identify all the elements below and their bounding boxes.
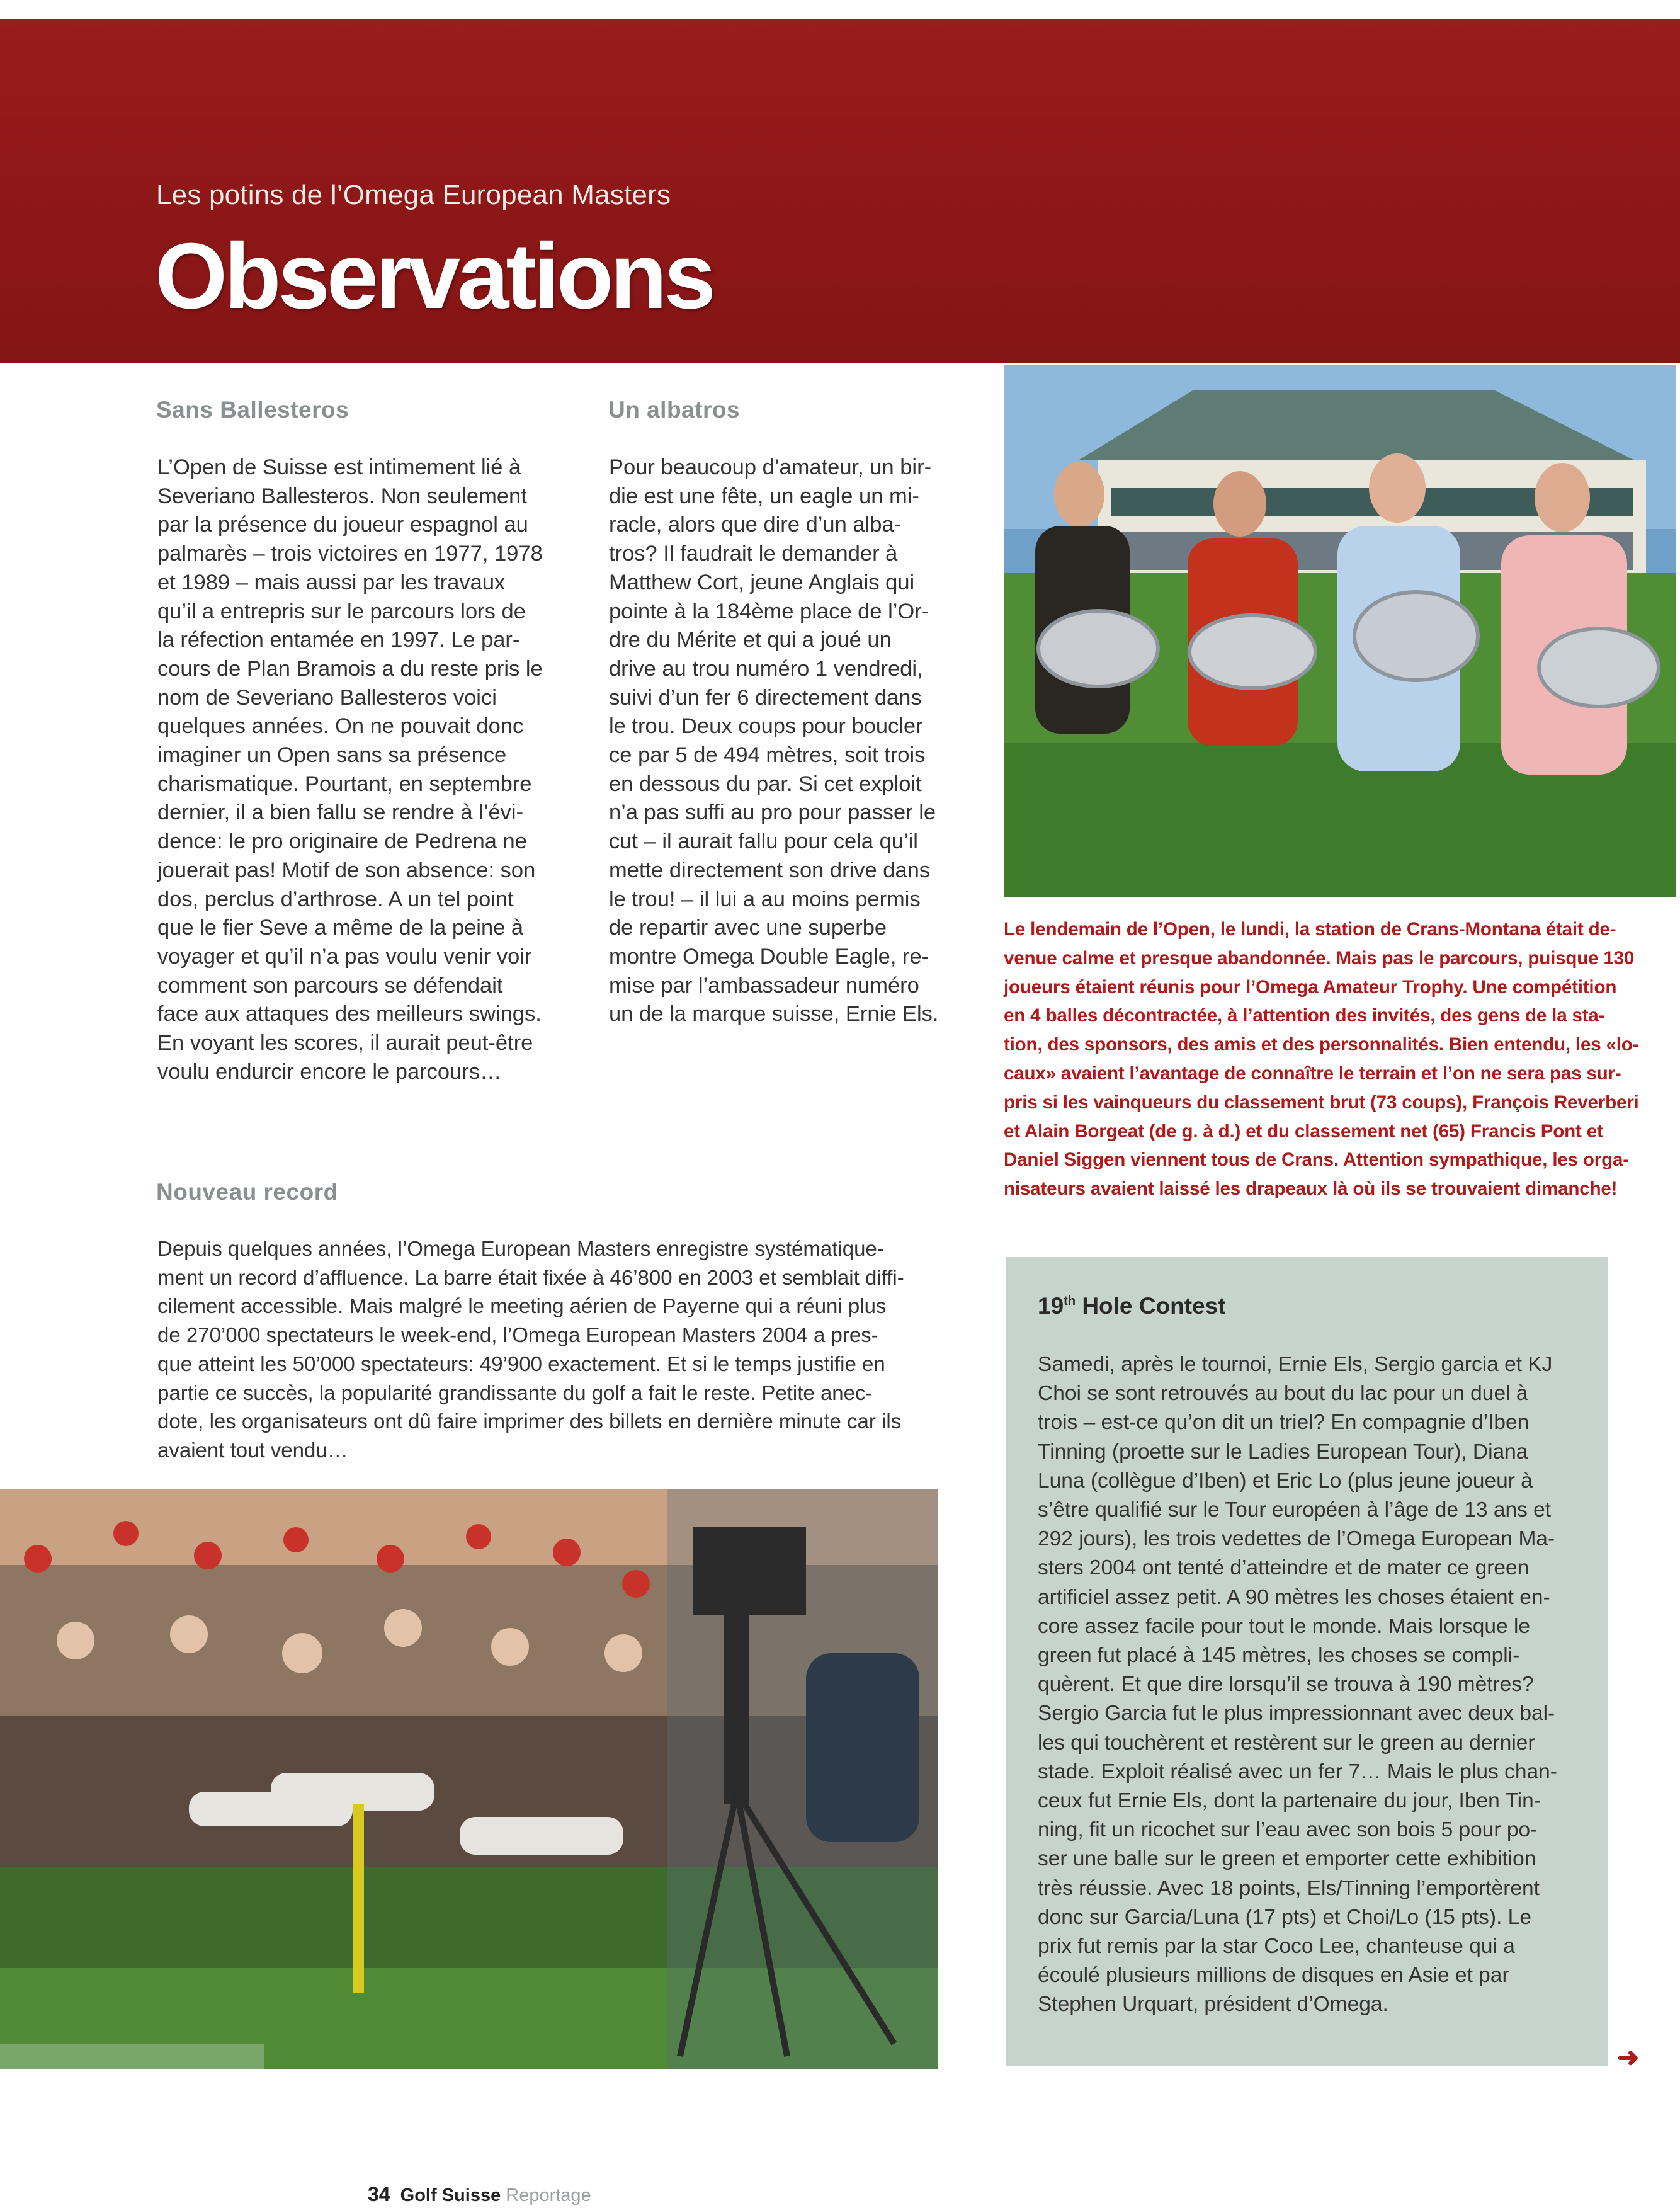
article-line: montre Omega Double Eagle, re- <box>609 944 929 969</box>
article-line: jouerait pas! Motif de son absence: son <box>157 858 536 882</box>
section-title-record: Nouveau record <box>156 1179 338 1205</box>
winners-photo-illustration <box>1004 365 1676 897</box>
hole-contest-body <box>1038 1350 1592 2020</box>
sidebar-line: s’être qualifié sur le Tour européen à l’âge de 13 ans et <box>1038 1498 1552 1522</box>
sidebar-line: core assez facile pour tout le monde. Mais lorsque le <box>1038 1614 1531 1638</box>
article-line: et 1989 – mais aussi par les travaux <box>157 570 506 595</box>
article-line: suivi d’un fer 6 directement dans <box>609 685 922 710</box>
article-line: avaient tout vendu… <box>157 1438 348 1462</box>
article-line: dote, les organisateurs ont dû faire imprimer des billets en dernière minute car ils <box>157 1409 902 1433</box>
article-line: le trou! – il lui a au moins permis <box>609 887 921 911</box>
sidebar-line: Samedi, après le tournoi, Ernie Els, Sergio garcia et KJ <box>1038 1353 1553 1376</box>
article-line: die est une fête, un eagle un mi- <box>609 484 919 508</box>
article-line: voulu endurcir encore le parcours… <box>157 1059 502 1084</box>
winners-photo <box>1004 365 1676 897</box>
article-line: par la présence du joueur espagnol au <box>157 513 528 537</box>
article-line: dernier, il a bien fallu se rendre à l’évi- <box>157 800 524 825</box>
crowd-photo-illustration <box>0 1489 938 2069</box>
article-line: nom de Severiano Ballesteros voici <box>157 685 497 710</box>
photo-caption <box>1004 915 1646 1204</box>
article-line: dence: le pro originaire de Pedrena ne <box>157 829 527 854</box>
article-line: de 270’000 spectateurs le week-end, l’Omega European Masters 2004 a pres- <box>157 1323 878 1347</box>
article-ballesteros <box>157 453 560 1086</box>
header-banner <box>0 19 1680 363</box>
article-line: pointe à la 184ème place de l’Or- <box>609 599 929 623</box>
sidebar-line: quèrent. Et que dire lorsqu’il se trouva à 190 mètres? <box>1038 1673 1534 1697</box>
sidebar-line: 292 jours), les trois vedettes de l’Omega European Ma- <box>1038 1527 1555 1551</box>
article-line: partie ce succès, la popularité grandissante du golf a fait le reste. Petite anec- <box>157 1380 873 1404</box>
sidebar-line: sters 2004 ont tenté d’atteindre et de mater ce green <box>1038 1556 1530 1580</box>
article-line: quelques années. On ne pouvait donc <box>157 714 524 739</box>
article-line: le trou. Deux coups pour boucler <box>609 714 923 739</box>
sidebar-line: artificiel assez petit. A 90 mètres les choses étaient en- <box>1038 1585 1550 1609</box>
article-line: Pour beaucoup d’amateur, un bir- <box>609 455 932 479</box>
caption-line: Daniel Siggen viennent tous de Crans. Attention sympathique, les orga- <box>1004 1149 1629 1171</box>
article-line: cours de Plan Bramois a du reste pris le <box>157 656 543 681</box>
sidebar-line: prix fut remis par la star Coco Lee, chanteuse qui a <box>1038 1935 1515 1959</box>
sidebar-line: Tinning (proette sur le Ladies European Tour), Diana <box>1038 1440 1528 1464</box>
page-number: 34 <box>368 2183 390 2205</box>
article-line: ce par 5 de 494 mètres, soit trois <box>609 743 926 768</box>
continue-arrow-icon: ➜ <box>1617 2042 1640 2072</box>
article-line: que le fier Seve a même de la peine à <box>157 916 524 940</box>
sidebar-line: Sergio Garcia fut le plus impressionnant avec deux bal- <box>1038 1702 1555 1726</box>
article-line: Severiano Ballesteros. Non seulement <box>157 484 527 508</box>
article-line: ment un record d’affluence. La barre était fixée à 46’800 en 2003 et semblait diffi- <box>157 1265 904 1289</box>
article-line: racle, alors que dire d’un alba- <box>609 513 902 537</box>
article-line: dre du Mérite et qui a joué un <box>609 628 892 652</box>
caption-line: Le lendemain de l’Open, le lundi, la station de Crans-Montana était de- <box>1004 919 1616 940</box>
article-line: en dessous du par. Si cet exploit <box>609 771 922 796</box>
hole-contest-title-number: 19 <box>1038 1293 1064 1319</box>
sidebar-line: trois – est-ce qu’on dit un triel? En compagnie d’Iben <box>1038 1411 1530 1435</box>
hole-contest-title-text: Hole Contest <box>1076 1293 1226 1319</box>
article-line: mette directement son drive dans <box>609 858 931 882</box>
article-line: face aux attaques des meilleurs swings. <box>157 1002 542 1027</box>
sidebar-line: les qui touchèrent et restèrent sur le green au dernier <box>1038 1731 1535 1755</box>
article-line: la réfection entamée en 1997. Le par- <box>157 628 520 652</box>
caption-line: nisateurs avaient laissé les drapeaux là où ils se trouvaient dimanche! <box>1004 1178 1618 1200</box>
caption-line: en 4 balles décontractée, à l’attention des invités, des gens de la sta- <box>1004 1005 1605 1027</box>
caption-line: et Alain Borgeat (de g. à d.) et du classement net (65) Francis Pont et <box>1004 1120 1603 1142</box>
article-line: cilement accessible. Mais malgré le meeting aérien de Payerne qui a réuni plus <box>157 1294 887 1318</box>
caption-line: caux» avaient l’avantage de connaître le terrain et l’on ne sera pas sur- <box>1004 1062 1621 1084</box>
article-line: qu’il a entrepris sur le parcours lors de <box>157 599 526 623</box>
sidebar-line: donc sur Garcia/Luna (17 pts) et Choi/Lo (15 pts). Le <box>1038 1905 1531 1929</box>
article-line: que atteint les 50’000 spectateurs: 49’900 exactement. Et si le temps justifie en <box>157 1352 885 1375</box>
caption-line: pris si les vainqueurs du classement brut (73 coups), François Reverberi <box>1004 1091 1639 1113</box>
header-kicker: Les potins de l’Omega European Masters <box>156 179 671 210</box>
article-line: de repartir avec une superbe <box>609 916 887 940</box>
article-line: mise par l’ambassadeur numéro <box>609 973 919 998</box>
hole-contest-title-suffix: th <box>1064 1294 1076 1308</box>
sidebar-line: stade. Exploit réalisé avec un fer 7… Mais le plus chan- <box>1038 1760 1557 1784</box>
hole-contest-box <box>1006 1257 1608 2066</box>
sidebar-line: Luna (collègue d’Iben) et Eric Lo (plus jeune joueur à <box>1038 1469 1533 1493</box>
article-line: drive au trou numéro 1 vendredi, <box>609 656 923 681</box>
article-line: Matthew Cort, jeune Anglais qui <box>609 570 915 595</box>
hole-contest-title <box>1038 1293 1226 1319</box>
article-line: palmarès – trois victoires en 1977, 1978 <box>157 542 543 566</box>
article-line: En voyant les scores, il aurait peut-être <box>157 1031 533 1056</box>
article-line: un de la marque suisse, Ernie Els. <box>609 1002 939 1027</box>
article-line: voyager et qu’il n’a pas voulu venir voir <box>157 944 532 969</box>
page-title: Observations <box>155 224 713 328</box>
article-line: n’a pas suffi au pro pour passer le <box>609 800 936 825</box>
sidebar-line: ser une balle sur le green et emporter cette exhibition <box>1038 1847 1536 1871</box>
crowd-photo <box>0 1489 938 2069</box>
sidebar-line: green fut placé à 145 mètres, les choses se compli- <box>1038 1644 1520 1668</box>
section-title-ballesteros: Sans Ballesteros <box>156 397 349 423</box>
article-albatros <box>609 453 987 1029</box>
sidebar-line: écoulé plusieurs millions de disques en Asie et par <box>1038 1964 1509 1988</box>
page-footer <box>368 2183 591 2206</box>
caption-line: joueurs étaient réunis pour l’Omega Amateur Trophy. Une compétition <box>1004 976 1617 998</box>
article-line: L’Open de Suisse est intimement lié à <box>157 455 521 479</box>
sidebar-line: Choi se sont retrouvés au bout du lac pour un duel à <box>1038 1382 1528 1406</box>
sidebar-line: très réussie. Avec 18 points, Els/Tinning l’emportèrent <box>1038 1876 1540 1900</box>
caption-line: venue calme et presque abandonnée. Mais pas le parcours, puisque 130 <box>1004 947 1635 969</box>
article-line: dos, perclus d’arthrose. A un tel point <box>157 887 514 911</box>
article-line: charismatique. Pourtant, en septembre <box>157 771 532 796</box>
article-line: imaginer un Open sans sa présence <box>157 743 507 768</box>
article-record <box>157 1234 945 1465</box>
sidebar-line: Stephen Urquart, président d’Omega. <box>1038 1993 1388 2017</box>
magazine-name: Golf Suisse <box>400 2185 501 2205</box>
article-line: comment son parcours se défendait <box>157 973 503 998</box>
section-title-albatros: Un albatros <box>608 397 741 423</box>
article-line: cut – il aurait fallu pour cela qu’il <box>609 829 918 854</box>
sidebar-line: ning, fit un ricochet sur l’eau avec son bois 5 pour po- <box>1038 1818 1538 1842</box>
sidebar-line: ceux fut Ernie Els, dont la partenaire du jour, Iben Tin- <box>1038 1789 1541 1813</box>
article-line: Depuis quelques années, l’Omega European Masters enregistre systématique- <box>157 1237 884 1260</box>
article-line: tros? Il faudrait le demander à <box>609 542 898 566</box>
magazine-section: Reportage <box>506 2185 591 2205</box>
caption-line: tion, des sponsors, des amis et des personnalités. Bien entendu, les «lo- <box>1004 1034 1639 1056</box>
